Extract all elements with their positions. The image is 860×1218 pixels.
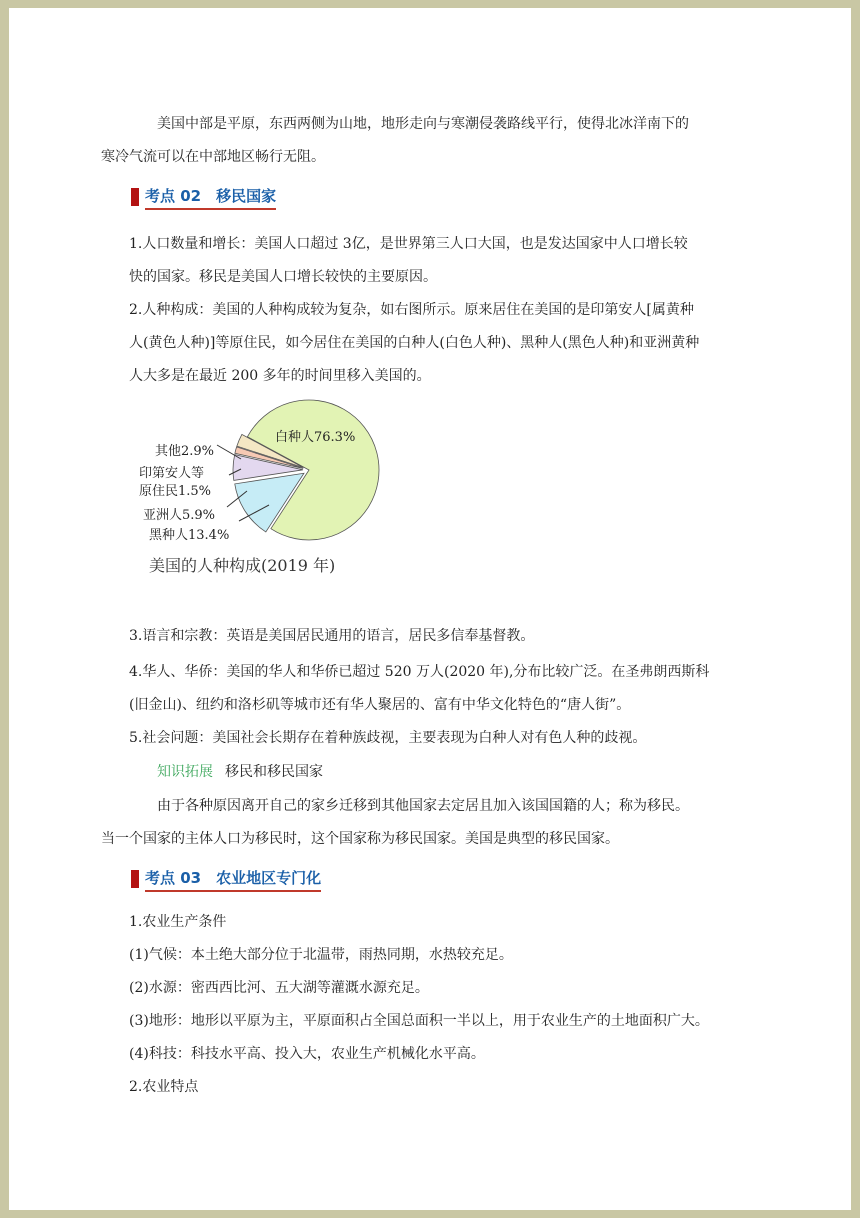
paragraph-chinese: [129, 656, 759, 722]
intro-line-1: 美国中部是平原，东西两侧为山地，地形走向与寒潮侵袭路线平行，使得北冰洋南下的: [157, 116, 689, 132]
text-line: (2)水源：密西西比河、五大湖等灌溉水源充足。: [129, 980, 429, 996]
text-line: 人(黄色人种)]等原住民，如今居住在美国的白种人(白色人种)、黑种人(黑色人种)和亚洲黄种: [129, 335, 700, 351]
text-line: 1.农业生产条件: [129, 914, 227, 930]
text-line: (3)地形：地形以平原为主，平原面积占全国总面积一半以上，用于农业生产的土地面积广大。: [129, 1013, 709, 1029]
paragraph-race: [129, 294, 759, 393]
knowledge-extension: [157, 756, 787, 789]
text-line: 1.人口数量和增长：美国人口超过 3亿，是世界第三人口大国，也是发达国家中人口增长较: [129, 236, 688, 252]
agriculture-list: [129, 906, 759, 1104]
intro-line-2: 寒冷气流可以在中部地区畅行无阻。: [101, 149, 325, 165]
section-marker: [131, 188, 139, 206]
text-line: 2.农业特点: [129, 1079, 199, 1095]
section-title: 考点 02 移民国家: [145, 185, 276, 210]
label-asian: 亚洲人5.9%: [143, 508, 216, 523]
text-line: 人大多是在最近 200 多年的时间里移入美国的。: [129, 368, 431, 384]
section-title: 考点 03 农业地区专门化: [145, 867, 321, 892]
extension-paragraph: [101, 790, 759, 856]
pie-chart-svg: [129, 393, 399, 553]
document-page: [9, 8, 851, 1210]
section-heading-02: [131, 184, 276, 210]
race-pie-chart: [129, 393, 399, 583]
text-line: 快的国家。移民是美国人口增长较快的主要原因。: [129, 269, 437, 285]
paragraph-population: [129, 228, 759, 294]
label-native-2: 原住民1.5%: [139, 484, 212, 499]
intro-paragraph: [101, 108, 759, 174]
label-other: 其他2.9%: [155, 444, 215, 459]
text-line: 2.人种构成：美国的人种构成较为复杂，如右图所示。原来居住在美国的是印第安人[属黄种: [129, 302, 694, 318]
text-line: 5.社会问题：美国社会长期存在着种族歧视，主要表现为白种人对有色人种的歧视。: [129, 730, 647, 746]
text-line: (4)科技：科技水平高、投入大，农业生产机械化水平高。: [129, 1046, 485, 1062]
label-black: 黑种人13.4%: [149, 528, 230, 543]
section-marker: [131, 870, 139, 888]
text-line: 当一个国家的主体人口为移民时，这个国家称为移民国家。美国是典型的移民国家。: [101, 831, 619, 847]
label-native-1: 印第安人等: [139, 466, 205, 481]
paragraph-social: [129, 722, 759, 755]
text-line: 3.语言和宗教：英语是美国居民通用的语言，居民多信奉基督教。: [129, 628, 535, 644]
extension-label: 知识拓展: [157, 764, 213, 780]
extension-title: 移民和移民国家: [225, 764, 323, 780]
label-white: 白种人76.3%: [275, 430, 356, 445]
text-line: 4.华人、华侨：美国的华人和华侨已超过 520 万人(2020 年),分布比较广泛。在圣弗朗西斯科: [129, 664, 710, 680]
text-line: (旧金山)、纽约和洛杉矶等城市还有华人聚居的、富有中华文化特色的“唐人街”。: [129, 697, 631, 713]
chart-caption: 美国的人种构成(2019 年): [149, 556, 336, 575]
paragraph-language: [129, 620, 759, 653]
text-line: 由于各种原因离开自己的家乡迁移到其他国家去定居且加入该国国籍的人；称为移民。: [157, 798, 689, 814]
section-heading-03: [131, 866, 321, 892]
text-line: (1)气候：本土绝大部分位于北温带，雨热同期，水热较充足。: [129, 947, 513, 963]
